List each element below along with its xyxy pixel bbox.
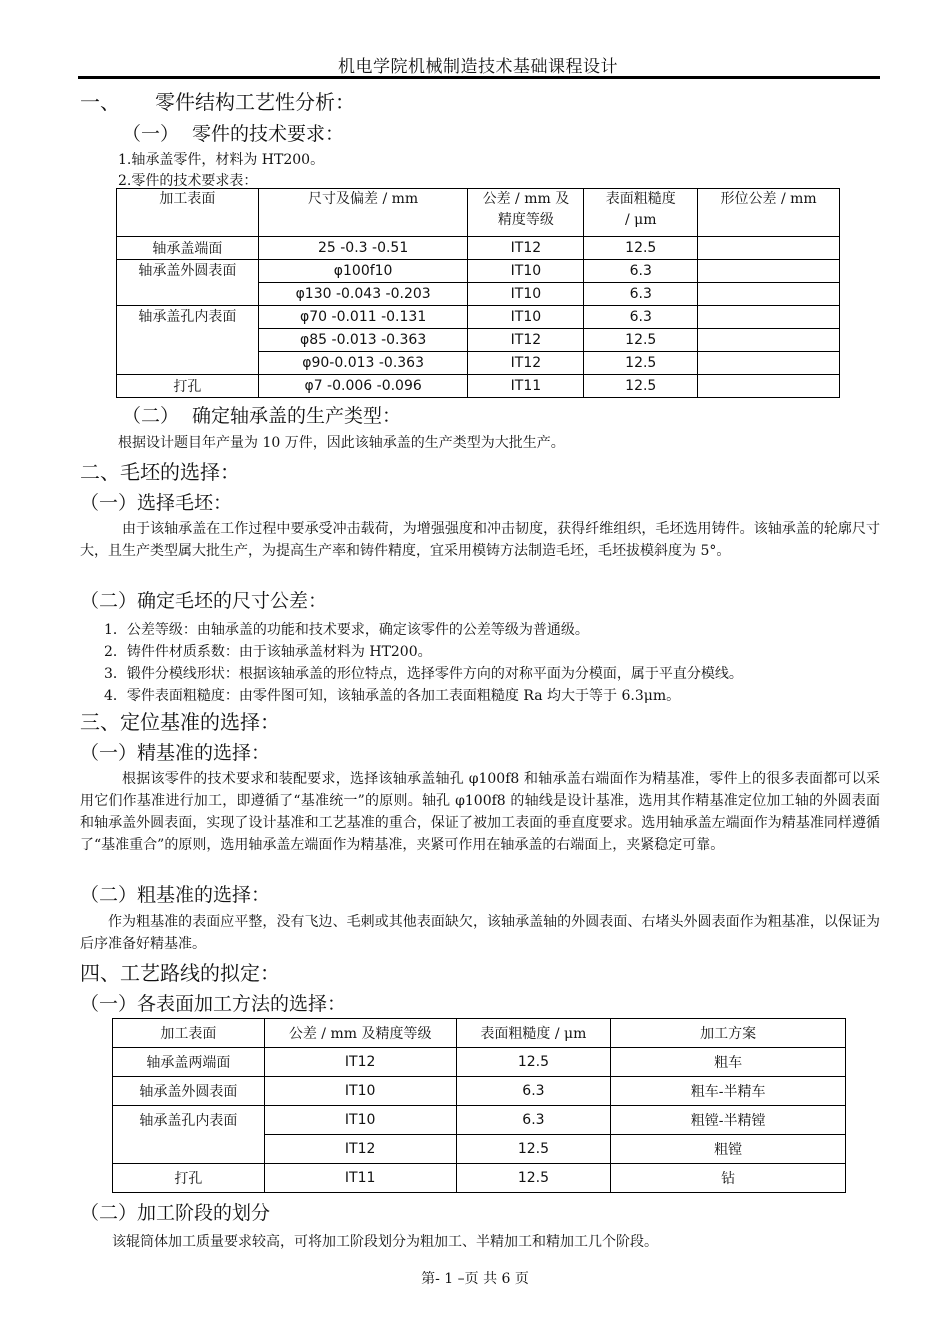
cell-grade: IT12 — [468, 237, 584, 260]
section-2-sub2: （二）确定毛坯的尺寸公差： — [80, 590, 328, 612]
tech-requirements-table — [116, 188, 840, 398]
cell-dimension: φ70 -0.011 -0.131 — [258, 306, 468, 329]
fine-datum-paragraph: 根据该零件的技术要求和装配要求，选择该轴承盖轴孔 φ100f8 和轴承盖右端面作为精基准，零件上的很多表面都可以采用它们作基准进行加工，即遵循了“基准统一”的原则。轴孔 φ100f8 的轴线是设计基准，选用其作精基准定位加工轴的外圆表面和轴承盖外圆表面，实现了设计基准和工艺基准的重合，保证了被加工表面的垂直度要求。选用轴承盖左端面作为精基准同样遵循了“基准重合”的原则，选用轴承盖左端面作为精基准，夹紧可作用在轴承盖的右端面上，夹紧稳定可靠。 — [80, 771, 880, 853]
cell-dimension: φ130 -0.043 -0.203 — [258, 283, 468, 306]
section-2-title: 二、毛坯的选择： — [80, 460, 240, 484]
th-dimension: 尺寸及偏差 / mm — [258, 189, 468, 237]
cell-surface: 打孔 — [117, 375, 259, 398]
cell-surface: 轴承盖孔内表面 — [113, 1106, 265, 1164]
section-1-sub2-title: 确定轴承盖的生产类型： — [192, 405, 402, 427]
section-4-sub1: （一）各表面加工方法的选择： — [80, 993, 347, 1015]
cell-dimension: φ7 -0.006 -0.096 — [258, 375, 468, 398]
list-item: 3．锻件分模线形状：根据该轴承盖的形位特点，选择零件方向的对称平面为分模面，属于平直分模线。 — [104, 666, 743, 682]
cell-plan: 粗车 — [611, 1048, 846, 1077]
cell-grade: IT10 — [468, 260, 584, 283]
cell-roughness: 12.5 — [584, 329, 698, 352]
page-header-title: 机电学院机械制造技术基础课程设计 — [338, 57, 618, 77]
table-row — [117, 237, 840, 260]
section-1-title: 零件结构工艺性分析： — [155, 90, 355, 114]
th-tolerance: 公差 / mm 及精度等级 — [264, 1019, 456, 1048]
table-caption: 2.零件的技术要求表： — [118, 173, 258, 189]
list-item: 1．公差等级：由轴承盖的功能和技术要求，确定该零件的公差等级为普通级。 — [104, 622, 589, 638]
cell-roughness: 12.5 — [584, 237, 698, 260]
table-row — [113, 1164, 846, 1193]
th-roughness: 表面粗糙度 / μm — [584, 189, 698, 237]
cell-dimension: φ100f10 — [258, 260, 468, 283]
cell-dimension: φ85 -0.013 -0.363 — [258, 329, 468, 352]
material-line: 1.轴承盖零件，材料为 HT200。 — [118, 152, 325, 168]
cell-roughness: 6.3 — [456, 1077, 611, 1106]
th-surface: 加工表面 — [117, 189, 259, 237]
cell-roughness: 12.5 — [456, 1048, 611, 1077]
cell-surface: 轴承盖孔内表面 — [117, 306, 259, 375]
section-4-sub2: （二）加工阶段的划分 — [80, 1202, 271, 1224]
table-row — [113, 1106, 846, 1135]
cell-form — [698, 352, 840, 375]
header-rule — [78, 76, 880, 79]
machining-methods-table — [112, 1018, 846, 1193]
cell-form — [698, 260, 840, 283]
section-1-number: 一、 — [80, 90, 120, 114]
cell-grade: IT11 — [264, 1164, 456, 1193]
cell-plan: 粗车-半精车 — [611, 1077, 846, 1106]
production-type-paragraph: 根据设计题目年产量为 10 万件，因此该轴承盖的生产类型为大批生产。 — [118, 435, 565, 451]
cell-plan: 粗镗-半精镗 — [611, 1106, 846, 1135]
section-3-sub2: （二）粗基准的选择： — [80, 884, 271, 906]
cell-roughness: 12.5 — [584, 352, 698, 375]
cell-roughness: 12.5 — [456, 1164, 611, 1193]
cell-form — [698, 283, 840, 306]
rough-datum-paragraph: 作为粗基准的表面应平整，没有飞边、毛刺或其他表面缺欠，该轴承盖轴的外圆表面、右堵头外圆表面作为粗基准，以保证为后序准备好精基准。 — [80, 914, 880, 952]
cell-form — [698, 306, 840, 329]
cell-surface: 打孔 — [113, 1164, 265, 1193]
cell-grade: IT12 — [468, 329, 584, 352]
cell-dimension: φ90-0.013 -0.363 — [258, 352, 468, 375]
th-surface: 加工表面 — [113, 1019, 265, 1048]
cell-surface: 轴承盖两端面 — [113, 1048, 265, 1077]
section-2-sub1: （一）选择毛坯： — [80, 492, 233, 514]
section-3-sub1: （一）精基准的选择： — [80, 742, 271, 764]
cell-surface: 轴承盖外圆表面 — [117, 260, 259, 306]
cell-grade: IT10 — [468, 306, 584, 329]
cell-form — [698, 375, 840, 398]
table-row — [113, 1048, 846, 1077]
section-1-sub1-title: 零件的技术要求： — [192, 123, 345, 145]
cell-surface: 轴承盖端面 — [117, 237, 259, 260]
section-1-sub1-number: （一） — [122, 123, 180, 145]
cell-form — [698, 237, 840, 260]
cell-grade: IT12 — [264, 1135, 456, 1164]
cell-dimension: 25 -0.3 -0.51 — [258, 237, 468, 260]
table-row — [113, 1077, 846, 1106]
section-1-sub2-number: （二） — [122, 405, 180, 427]
cell-roughness: 6.3 — [584, 260, 698, 283]
cell-roughness: 6.3 — [584, 283, 698, 306]
cell-surface: 轴承盖外圆表面 — [113, 1077, 265, 1106]
blank-selection-paragraph: 由于该轴承盖在工作过程中要承受冲击载荷，为增强强度和冲击韧度，获得纤维组织，毛坯选用铸件。该轴承盖的轮廓尺寸大，且生产类型属大批生产，为提高生产率和铸件精度，宜采用模铸方法制造毛坯，毛坯拔模斜度为 5°。 — [80, 521, 880, 559]
cell-grade: IT10 — [264, 1077, 456, 1106]
table-row — [117, 375, 840, 398]
th-roughness: 表面粗糙度 / μm — [456, 1019, 611, 1048]
cell-grade: IT11 — [468, 375, 584, 398]
th-form-tolerance: 形位公差 / mm — [698, 189, 840, 237]
cell-roughness: 12.5 — [456, 1135, 611, 1164]
cell-roughness: 12.5 — [584, 375, 698, 398]
cell-grade: IT10 — [264, 1106, 456, 1135]
section-4-title: 四、工艺路线的拟定： — [80, 961, 280, 985]
cell-grade: IT10 — [468, 283, 584, 306]
table-row — [117, 306, 840, 329]
table-row — [117, 260, 840, 283]
cell-roughness: 6.3 — [456, 1106, 611, 1135]
th-plan: 加工方案 — [611, 1019, 846, 1048]
cell-grade: IT12 — [264, 1048, 456, 1077]
cell-plan: 粗镗 — [611, 1135, 846, 1164]
list-item: 4．零件表面粗糙度：由零件图可知，该轴承盖的各加工表面粗糙度 Ra 均大于等于 6.3μm。 — [104, 688, 681, 704]
th-tolerance: 公差 / mm 及 精度等级 — [468, 189, 584, 237]
cell-form — [698, 329, 840, 352]
section-3-title: 三、定位基准的选择： — [80, 710, 280, 734]
page-number-footer: 第- 1 –页 共 6 页 — [421, 1271, 529, 1287]
machining-stage-paragraph: 该辊筒体加工质量要求较高，可将加工阶段划分为粗加工、半精加工和精加工几个阶段。 — [112, 1234, 658, 1250]
cell-plan: 钻 — [611, 1164, 846, 1193]
cell-grade: IT12 — [468, 352, 584, 375]
cell-roughness: 6.3 — [584, 306, 698, 329]
list-item: 2．铸件件材质系数：由于该轴承盖材料为 HT200。 — [104, 644, 432, 660]
